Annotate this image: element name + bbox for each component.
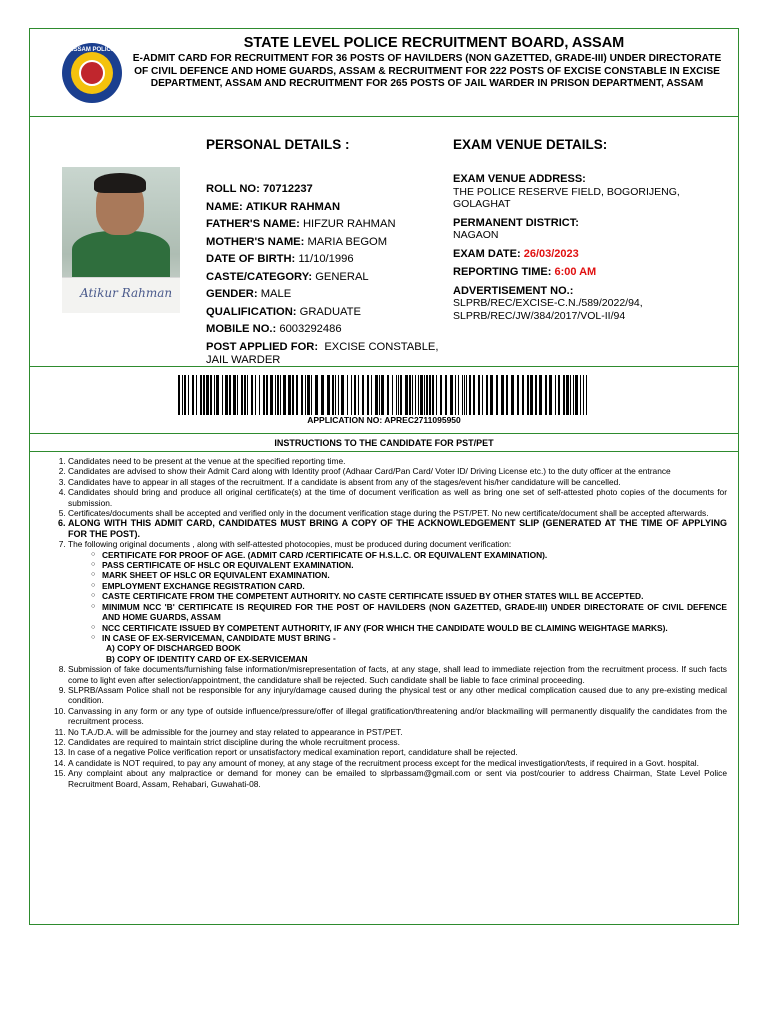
mother-row: MOTHER'S NAME: MARIA BEGOM [206, 235, 388, 248]
post-applied: EXCISE CONSTABLE, JAIL WARDER [206, 340, 439, 366]
father-name: HIFZUR RAHMAN [302, 218, 396, 230]
card-subtitle: E-ADMIT CARD FOR RECRUITMENT FOR 36 POSTS OF HAVILDERS (NON GAZETTED, GRADE-III) UNDER DIRECTORATE OF CIVIL DEFENCE AND HOME GUARDS, ASSAM & RECRUITMENT FOR 222 POSTS OF EXCISE CONSTABLE IN EXCISE DEPARTMENT, ASSAM AND RECRUITMENT FOR 265 POSTS OF JAIL WARDER IN PRISON DEPARTMENT, ASSAM [132, 53, 722, 89]
document-item: ○ IN CASE OF EX-SERVICEMAN, CANDIDATE MUST BRING - [102, 633, 727, 643]
personal-details [206, 181, 446, 367]
exam-venue-details [453, 167, 728, 322]
father-row: FATHER'S NAME: HIFZUR RAHMAN [206, 218, 396, 230]
ex-serviceman-item-b: B) COPY OF IDENTITY CARD OF EX-SERVICEMAN [106, 653, 308, 664]
document-item: ○ PASS CERTIFICATE OF HSLC OR EQUIVALENT EXAMINATION. [102, 560, 727, 570]
instructions-section [30, 434, 738, 924]
instruction-item: 13. In case of a negative Police verification report or unsatisfactory medical examination report, candidature shall be rejected. [68, 747, 727, 757]
candidate-signature [62, 277, 180, 313]
qualification-row: QUALIFICATION: GRADUATE [206, 305, 361, 318]
dob-row: DATE OF BIRTH: 11/10/1996 [206, 253, 354, 265]
document-list [68, 550, 727, 644]
reporting-time: 6:00 AM [554, 266, 597, 278]
instruction-item: 11. No T.A./D.A. will be admissible for the journey and stay related to appearance in PST/PET. [68, 727, 727, 737]
candidate-name: ATIKUR RAHMAN [245, 200, 341, 213]
board-title: STATE LEVEL POLICE RECRUITMENT BOARD, ASSAM [243, 35, 625, 51]
header-section [30, 29, 738, 117]
post-row: POST APPLIED FOR: EXCISE CONSTABLE, JAIL WARDER [206, 340, 439, 366]
instruction-item: 8. Submission of fake documents/furnishing false information/misrepresentation of facts, at any stage, shall lead to immediate rejection from the recruitment process. If such facts come to light even after selection/appointment, the candidature shall be rejected. Such candidate shall be liable to face criminal proceeding. [68, 664, 727, 685]
logo-emblem-icon [71, 52, 113, 94]
qualification: GRADUATE [299, 305, 361, 318]
mobile-row: MOBILE NO.: 6003292486 [206, 323, 342, 335]
document-item: ○ MARK SHEET OF HSLC OR EQUIVALENT EXAMINATION. [102, 570, 727, 580]
name-row: NAME: ATIKUR RAHMAN [206, 200, 341, 213]
instruction-item: 3. Candidates have to appear in all stages of the recruitment. If a candidate is absent from any of the stages/event his/her candidature will be cancelled. [68, 477, 727, 487]
instructions-list [40, 456, 727, 789]
instruction-item: 1. Candidates need to be present at the venue at the specified reporting time. [68, 456, 727, 466]
venue-address-label: EXAM VENUE ADDRESS: [453, 173, 586, 185]
signature-text: Atikur Rahman [80, 286, 173, 300]
gender: MALE [260, 288, 292, 300]
document-item: ○ CASTE CERTIFICATE FROM THE COMPETENT AUTHORITY. NO CASTE CERTIFICATE ISSUED BY OTHER STATES WILL BE ACCEPTED. [102, 591, 727, 601]
caste-row: CASTE/CATEGORY: GENERAL [206, 270, 369, 283]
instruction-item: 9. SLPRB/Assam Police shall not be responsible for any injury/damage caused during the physical test or any other medical complication caused due to any pre-existing medical condition. [68, 685, 727, 706]
details-section [30, 117, 738, 367]
instruction-item: 6. ALONG WITH THIS ADMIT CARD, CANDIDATES MUST BRING A COPY OF THE ACKNOWLEDGEMENT SLIP (GENERATED AT THE TIME OF APPLYING FOR THE POST). [68, 518, 727, 539]
document-item: ○ CERTIFICATE FOR PROOF OF AGE. (ADMIT CARD /CERTIFICATE OF H.S.L.C. OR EQUIVALENT EXAMINATION). [102, 550, 727, 560]
exam-date: 26/03/2023 [523, 247, 579, 260]
instructions-title: INSTRUCTIONS TO THE CANDIDATE FOR PST/PET [274, 438, 494, 448]
permanent-district: NAGAON [453, 229, 499, 241]
reporting-time-row: REPORTING TIME: 6:00 AM [453, 266, 597, 278]
roll-row: ROLL NO: 70712237 [206, 183, 313, 195]
barcode-section [30, 367, 738, 434]
instruction-item: 4. Candidates should bring and produce all original certificate(s) at the time of document verification as well as bring one set of self-attested photo copies of the documents for submission. [68, 487, 727, 508]
instruction-item: 15. Any complaint about any malpractice or demand for money can be emailed to slprbassam@gmail.com or sent via post/courier to address Chairman, State Level Police Recruitment Board, Assam, Rehabari, Guwahati-08. [68, 768, 727, 789]
date-of-birth: 11/10/1996 [298, 253, 354, 265]
logo-text: ASSAM POLICE [69, 47, 115, 53]
admit-card [29, 28, 739, 925]
district-label: PERMANENT DISTRICT: [453, 216, 579, 229]
assam-police-logo [62, 43, 122, 103]
mother-name: MARIA BEGOM [307, 235, 388, 248]
advertisement-number: SLPRB/REC/EXCISE-C.N./589/2022/94, SLPRB/REC/JW/384/2017/VOL-II/94 [453, 297, 643, 322]
document-item: ○ NCC CERTIFICATE ISSUED BY COMPETENT AUTHORITY, IF ANY (FOR WHICH THE CANDIDATE WOULD BE CLAIMING WEIGHTAGE MARKS). [102, 623, 727, 633]
roll-number: 70712237 [262, 183, 313, 195]
gender-row: GENDER: MALE [206, 288, 292, 300]
instruction-item: 14. A candidate is NOT required, to pay any amount of money, at any stage of the recruitment process except for the medical investigation/tests, if required in a Govt. hospital. [68, 758, 727, 768]
document-item: ○ MINIMUM NCC 'B' CERTIFICATE IS REQUIRED FOR THE POST OF HAVILDERS (NON GAZETTED, GRADE-III) UNDER DIRECTORATE OF CIVIL DEFENCE AND HOME GUARDS, ASSAM [102, 602, 727, 623]
caste-category: GENERAL [315, 270, 369, 283]
instruction-item: 7. The following original documents , along with self-attested photocopies, must be produced during document verification: ○ CERTIFICATE FOR PROOF OF AGE. (ADMIT CARD /CERTIFICATE OF H.S.L.C. OR EQUIVALENT EXAMINATION). ○ PASS CERTIFICATE OF HSLC OR EQUIVALENT EXAMINATION. ○ MARK SHEET OF HSLC OR EQUIVALENT EXAMINATION. ○ EMPLOYMENT EXCHANGE REGISTRATION CARD. ○ CASTE CERTIFICATE FROM THE COMPETENT AUTHORITY. NO CASTE CERTIFICATE ISSUED BY OTHER STATES WILL BE ACCEPTED. ○ MINIMUM NCC 'B' CERTIFICATE IS REQUIRED FOR THE POST OF HAVILDERS (NON GAZETTED, GRADE-III) UNDER DIRECTORATE OF CIVIL DEFENCE AND HOME GUARDS, ASSAM ○ NCC CERTIFICATE ISSUED BY COMPETENT AUTHORITY, IF ANY (FOR WHICH THE CANDIDATE WOULD BE CLAIMING WEIGHTAGE MARKS). ○ IN CASE OF EX-SERVICEMAN, CANDIDATE MUST BRING - A) COPY OF DISCHARGED BOOK B) COPY OF IDENTITY CARD OF EX-SERVICEMAN [68, 539, 727, 664]
candidate-photo [62, 167, 180, 313]
mobile-number: 6003292486 [279, 323, 342, 335]
instruction-item: 10. Canvassing in any form or any type of outside influence/pressure/offer of illegal gratification/threatening and/or blackmailing will permanently disqualify the candidates from the recruitment process. [68, 706, 727, 727]
ex-serviceman-item-a: A) COPY OF DISCHARGED BOOK [106, 643, 241, 654]
exam-date-row: EXAM DATE: 26/03/2023 [453, 247, 579, 260]
instruction-item: 12. Candidates are required to maintain strict discipline during the whole recruitment process. [68, 737, 727, 747]
venue-address: THE POLICE RESERVE FIELD, BOGORIJENG, GOLAGHAT [453, 185, 680, 210]
exam-venue-heading: EXAM VENUE DETAILS: [453, 137, 608, 152]
instruction-item: 5. Certificates/documents shall be accepted and verified only in the document verification stage during the PST/PET. No new certificate/document shall be accepted afterwards. [68, 508, 727, 518]
document-item: ○ EMPLOYMENT EXCHANGE REGISTRATION CARD. [102, 581, 727, 591]
instruction-item: 2. Candidates are advised to show their Admit Card along with Identity proof (Adhaar Card/Pan Card/ Voter ID/ Driving License etc.) to the duty officer at the entrance [68, 466, 727, 476]
application-barcode [178, 375, 588, 415]
personal-details-heading: PERSONAL DETAILS : [206, 137, 350, 152]
advertisement-label: ADVERTISEMENT NO.: [453, 284, 574, 297]
application-number: APPLICATION NO: APREC2711095950 [307, 415, 461, 425]
